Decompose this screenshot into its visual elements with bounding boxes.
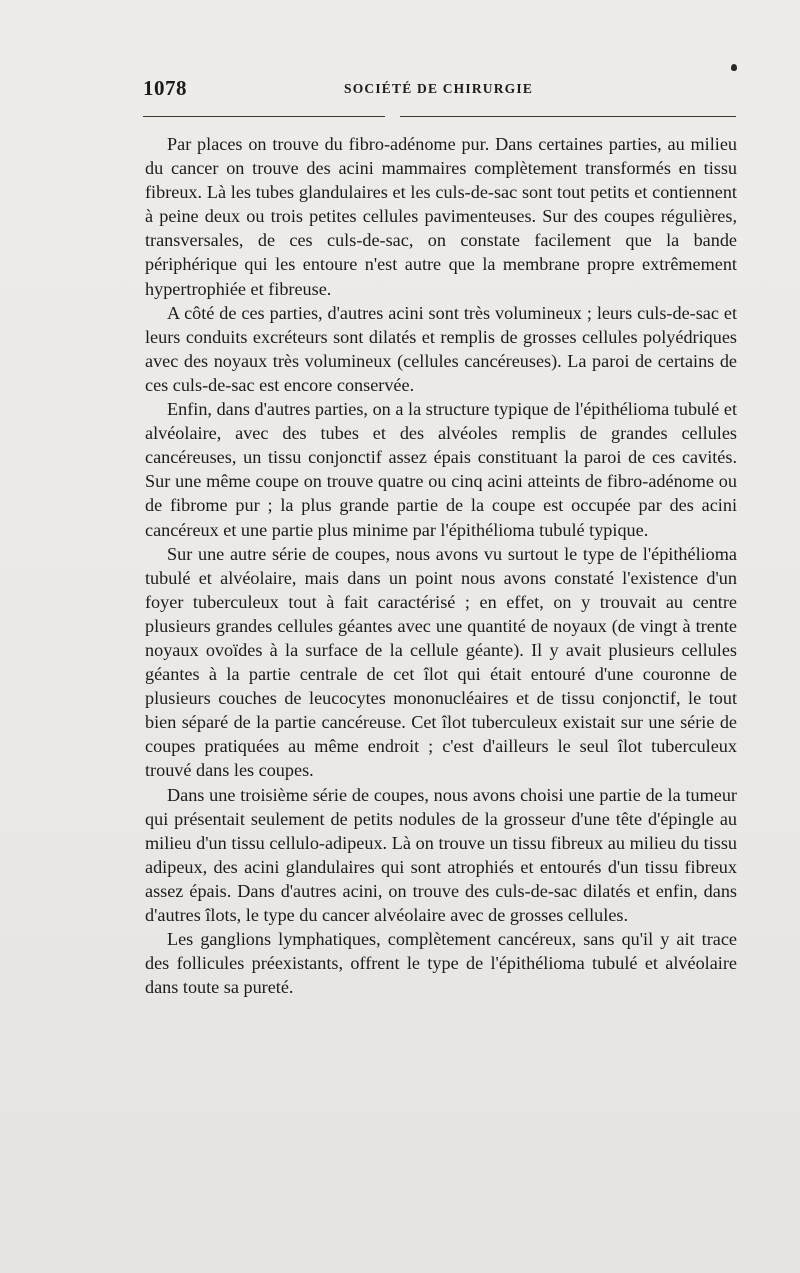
page-number: 1078: [143, 76, 187, 100]
paragraph: Les ganglions lymphatiques, complètement cancéreux, sans qu'il y ait trace des follicules préexistants, offrent le type de l'épithélioma tubulé et alvéolaire dans toute sa pureté.: [145, 929, 737, 998]
journal-title: SOCIÉTÉ DE CHIRURGIE: [344, 81, 534, 96]
paragraph: A côté de ces parties, d'autres acini sont très volumineux ; leurs culs-de-sac et leurs conduits excréteurs sont dilatés et remplis de grosses cellules polyédriques avec des noyaux très volumineux (cellules cancéreuses). La paroi de certains de ces culs-de-sac est encore conservée.: [145, 302, 737, 395]
running-head: [143, 76, 743, 102]
paragraph: Sur une autre série de coupes, nous avons vu surtout le type de l'épithélioma tubulé et alvéolaire, mais dans un point nous avons constaté l'existence d'un foyer tuberculeux tout à fait caractérisé ; en effet, on y trouvait au centre plusieurs grandes cellules géantes avec une quantité de noyaux (de vingt à trente noyaux ovoïdes à la surface de la cellule géante). Il y avait plusieurs cellules géantes à la partie centrale de cet îlot qui était entouré d'une couronne de plusieurs couches de leucocytes mononucléaires et de tissu conjonctif, le tout bien séparé de la partie cancéreuse. Cet îlot tuberculeux existait sur une série de coupes pratiquées au même endroit ; c'est d'ailleurs le seul îlot tuberculeux trouvé dans les coupes.: [145, 543, 737, 781]
body-text: [145, 132, 737, 999]
printer-mark: [731, 64, 737, 71]
header-rule-left: [143, 116, 385, 117]
paragraph: Dans une troisième série de coupes, nous avons choisi une partie de la tumeur qui présentait seulement de petits nodules de la grosseur d'une tête d'épingle au milieu d'un tissu cellulo-adipeux. Là on trouve un tissu fibreux au milieu du tissu adipeux, des acini glandulaires qui sont atrophiés et entourés d'un tissu fibreux assez épais. Dans d'autres acini, on trouve des culs-de-sac dilatés et enfin, dans d'autres îlots, le type du cancer alvéolaire avec de grosses cellules.: [145, 784, 737, 925]
paragraph: Enfin, dans d'autres parties, on a la structure typique de l'épithélioma tubulé et alvéolaire, avec des tubes et des alvéoles remplis de grandes cellules cancéreuses, un tissu conjonctif assez épais constituant la paroi de ces cavités. Sur une même coupe on trouve quatre ou cinq acini atteints de fibro-adénome ou de fibrome pur ; la plus grande partie de la coupe est occupée par des acini cancéreux et une partie plus minime par l'épithélioma tubulé typique.: [145, 399, 737, 540]
header-rule-right: [400, 116, 736, 117]
paragraph: Par places on trouve du fibro-adénome pur. Dans certaines parties, au milieu du cancer on trouve des acini mammaires complètement transformés en tissu fibreux. Là les tubes glandulaires et les culs-de-sac sont tout petits et contiennent à peine deux ou trois petites cellules pavimenteuses. Sur des coupes régulières, transversales, de ces culs-de-sac, on constate facilement que la bande périphérique qui les entoure n'est autre que la membrane propre extrêmement hypertrophiée et fibreuse.: [145, 134, 737, 299]
